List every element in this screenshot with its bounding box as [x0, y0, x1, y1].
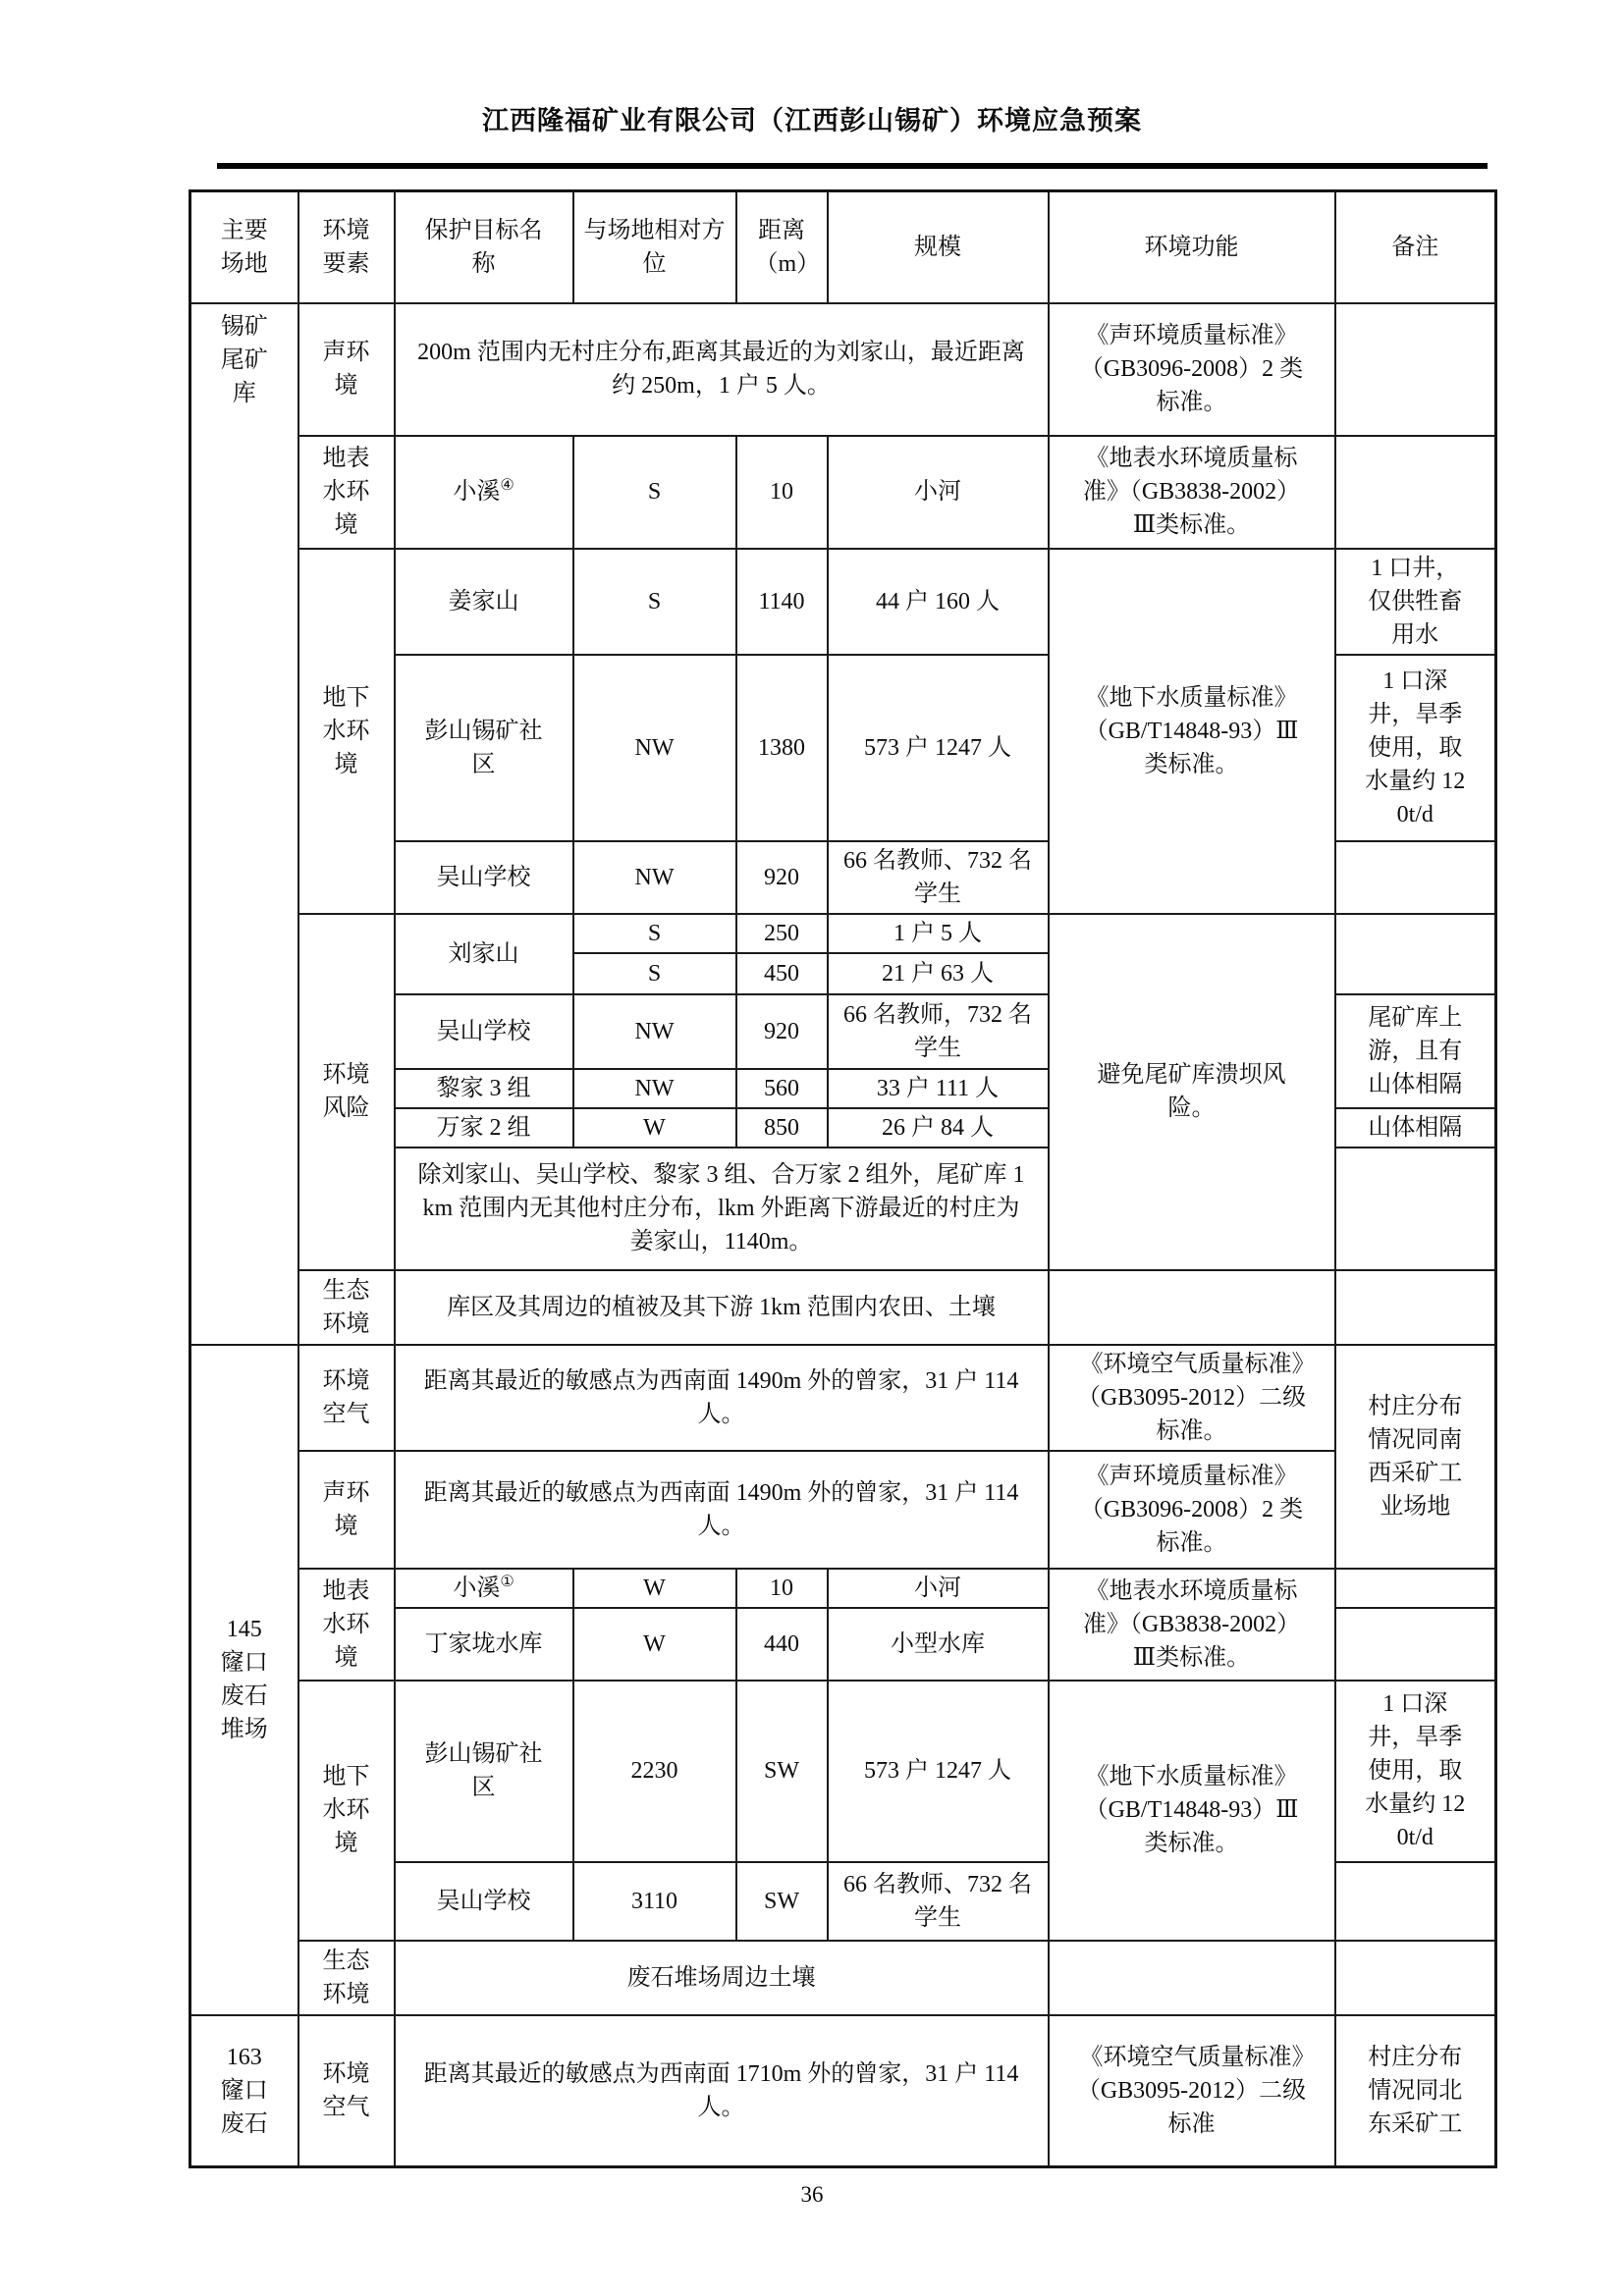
cell-s1-noise-label: 声环境 [298, 303, 395, 436]
cell-s1-eco-label: 生态环境 [298, 1270, 395, 1345]
cell-s2-surface-r0-name [395, 1569, 573, 1608]
cell-s2-air-standard: 《环境空气质量标准》（GB3095-2012）二级标准。 [1049, 1345, 1335, 1451]
cell-s3-site: 163 窿口废石 [190, 2015, 298, 2167]
cell-s2-ground-r0-remark: 1 口深井，旱季使用，取水量约 120t/d [1335, 1681, 1496, 1862]
cell-s2-noise-label: 声环境 [298, 1451, 395, 1569]
cell-s2-surface-r0-distance: 10 [736, 1569, 828, 1608]
table-row [190, 1270, 1496, 1345]
cell-s1-ground-r1-scale: 573 户 1247 人 [828, 655, 1049, 841]
cell-s1-surface-scale: 小河 [828, 436, 1049, 549]
cell-s1-surface-direction: S [573, 436, 736, 549]
cell-s1-surface-remark-empty [1335, 436, 1496, 549]
cell-s1-ground-r0-name: 姜家山 [395, 549, 573, 655]
cell-s1-risk-r3-distance: 560 [736, 1069, 828, 1108]
cell-s1-risk-r2-scale: 66 名教师，732 名学生 [828, 994, 1049, 1069]
cell-s1-ground-r0-direction: S [573, 549, 736, 655]
cell-s1-risk-r0-remark-empty [1335, 914, 1496, 994]
cell-s2-surface-r0-direction: W [573, 1569, 736, 1608]
table-row [190, 2015, 1496, 2167]
table-row [190, 549, 1496, 655]
cell-s1-surface-distance: 10 [736, 436, 828, 549]
cell-s2-ground-r1-name: 吴山学校 [395, 1862, 573, 1941]
cell-s2-ground-r0-direction: 2230 [573, 1681, 736, 1862]
cell-s2-surface-label: 地表水环境 [298, 1569, 395, 1681]
cell-s2-air-label: 环境空气 [298, 1345, 395, 1451]
cell-s1-ground-r1-direction: NW [573, 655, 736, 841]
col-header-target-name: 保护目标名称 [395, 191, 573, 303]
table-row [190, 436, 1496, 549]
cell-s2-site: 145 窿口废石堆场 [190, 1345, 298, 2015]
sensitive-targets-table [189, 189, 1497, 2168]
cell-s1-ground-label: 地下水环境 [298, 549, 395, 914]
cell-s2-noise-desc: 距离其最近的敏感点为西南面 1490m 外的曾家，31 户 114 人。 [395, 1451, 1049, 1569]
cell-s2-ground-r1-scale: 66 名教师、732 名学生 [828, 1862, 1049, 1941]
table-row [190, 1569, 1496, 1608]
cell-s1-ground-r0-remark: 1 口井，仅供牲畜用水 [1335, 549, 1496, 655]
cell-s1-ground-r0-scale: 44 户 160 人 [828, 549, 1049, 655]
cell-s1-surface-name [395, 436, 573, 549]
cell-s2-surface-r1-name: 丁家垅水库 [395, 1608, 573, 1681]
cell-s1-site: 锡矿尾矿库 [190, 303, 298, 1345]
cell-s1-ground-r2-direction: NW [573, 841, 736, 914]
cell-s1-risk-r2-direction: NW [573, 994, 736, 1069]
cell-s1-noise-desc: 200m 范围内无村庄分布,距离其最近的为刘家山，最近距离约 250m，1 户 5 人。 [395, 303, 1049, 436]
document-header-title: 江西隆福矿业有限公司（江西彭山锡矿）环境应急预案 [482, 106, 1142, 135]
cell-s1-risk-r4-scale: 26 户 84 人 [828, 1108, 1049, 1148]
cell-s2-surface-r0-scale: 小河 [828, 1569, 1049, 1608]
cell-s2-surface-r1-distance: 440 [736, 1608, 828, 1681]
stream-footnote-marker: ④ [500, 477, 514, 494]
cell-s1-risk-r3-name: 黎家 3 组 [395, 1069, 573, 1108]
cell-s3-air-label: 环境空气 [298, 2015, 395, 2167]
cell-s1-risk-note: 除刘家山、吴山学校、黎家 3 组、合万家 2 组外，尾矿库 1km 范围内无其他村庄分布，lkm 外距离下游最近的村庄为姜家山，1140m。 [395, 1148, 1049, 1270]
cell-s1-risk-r0-distance: 250 [736, 914, 828, 953]
cell-s1-risk-r3-scale: 33 户 111 人 [828, 1069, 1049, 1108]
cell-s1-noise-remark-empty [1335, 303, 1496, 436]
cell-s2-ground-r1-direction: 3110 [573, 1862, 736, 1941]
cell-s1-ground-r0-distance: 1140 [736, 549, 828, 655]
cell-s1-surface-label: 地表水环境 [298, 436, 395, 549]
cell-s1-ground-standard: 《地下水质量标准》（GB/T14848-93）Ⅲ类标准。 [1049, 549, 1335, 914]
table-row [190, 1681, 1496, 1862]
header-rule [217, 163, 1488, 169]
cell-s1-risk-r2-remark: 尾矿库上游，且有山体相隔 [1335, 994, 1496, 1108]
cell-s2-surface-r0-remark-empty [1335, 1569, 1496, 1608]
cell-s2-surface-r1-remark-empty [1335, 1608, 1496, 1681]
cell-s2-ground-r0-name: 彭山锡矿社区 [395, 1681, 573, 1862]
stream-name: 小溪 [453, 479, 501, 505]
table-row [190, 1451, 1496, 1569]
table-header-row [190, 191, 1496, 303]
cell-s2-air-remark: 村庄分布情况同南西采矿工业场地 [1335, 1345, 1496, 1569]
table-row [190, 914, 1496, 953]
cell-s1-risk-r0-name: 刘家山 [395, 914, 573, 994]
cell-s1-noise-standard: 《声环境质量标准》（GB3096-2008）2 类标准。 [1049, 303, 1335, 436]
cell-s1-eco-function-empty [1049, 1270, 1335, 1345]
cell-s1-risk-r4-distance: 850 [736, 1108, 828, 1148]
col-header-scale: 规模 [828, 191, 1049, 303]
cell-s2-ground-r0-distance: SW [736, 1681, 828, 1862]
cell-s2-eco-label: 生态环境 [298, 1941, 395, 2015]
stream-footnote-marker: ① [500, 1573, 514, 1590]
table-row [190, 303, 1496, 436]
cell-s1-ground-r2-name: 吴山学校 [395, 841, 573, 914]
cell-s2-ground-r0-scale: 573 户 1247 人 [828, 1681, 1049, 1862]
cell-s1-risk-r2-distance: 920 [736, 994, 828, 1069]
cell-s2-surface-r1-direction: W [573, 1608, 736, 1681]
cell-s1-ground-r2-remark-empty [1335, 841, 1496, 914]
cell-s1-risk-function: 避免尾矿库溃坝风险。 [1049, 914, 1335, 1270]
cell-s2-ground-r1-remark-empty [1335, 1862, 1496, 1941]
cell-s1-ground-r1-name: 彭山锡矿社区 [395, 655, 573, 841]
cell-s2-ground-label: 地下水环境 [298, 1681, 395, 1941]
col-header-direction: 与场地相对方位 [573, 191, 736, 303]
cell-s3-air-remark: 村庄分布情况同北东采矿工 [1335, 2015, 1496, 2167]
cell-s1-risk-r3-direction: NW [573, 1069, 736, 1108]
cell-s1-risk-r0-direction: S [573, 914, 736, 953]
cell-s1-ground-r1-remark: 1 口深井，旱季使用，取水量约 120t/d [1335, 655, 1496, 841]
cell-s1-risk-r4-direction: W [573, 1108, 736, 1148]
cell-s2-eco-desc: 废石堆场周边土壤 [395, 1941, 1049, 2015]
cell-s3-air-standard: 《环境空气质量标准》（GB3095-2012）二级标准 [1049, 2015, 1335, 2167]
col-header-main-site: 主要场地 [190, 191, 298, 303]
col-header-distance: 距离（m） [736, 191, 828, 303]
cell-s2-eco-remark-empty [1335, 1941, 1496, 2015]
cell-s1-surface-standard: 《地表水环境质量标准》（GB3838-2002）Ⅲ类标准。 [1049, 436, 1335, 549]
cell-s2-air-desc: 距离其最近的敏感点为西南面 1490m 外的曾家，31 户 114 人。 [395, 1345, 1049, 1451]
cell-s1-risk-r2-name: 吴山学校 [395, 994, 573, 1069]
cell-s1-eco-remark-empty [1335, 1270, 1496, 1345]
col-header-remark: 备注 [1335, 191, 1496, 303]
col-header-env-function: 环境功能 [1049, 191, 1335, 303]
cell-s2-ground-standard: 《地下水质量标准》（GB/T14848-93）Ⅲ类标准。 [1049, 1681, 1335, 1941]
page-number: 36 [800, 2182, 824, 2207]
cell-s1-ground-r2-distance: 920 [736, 841, 828, 914]
cell-s1-ground-r1-distance: 1380 [736, 655, 828, 841]
cell-s2-surface-r1-scale: 小型水库 [828, 1608, 1049, 1681]
cell-s2-eco-function-empty [1049, 1941, 1335, 2015]
cell-s1-eco-desc: 库区及其周边的植被及其下游 1km 范围内农田、土壤 [395, 1270, 1049, 1345]
cell-s1-risk-r1-direction: S [573, 953, 736, 994]
table-row [190, 1345, 1496, 1451]
cell-s1-risk-r1-scale: 21 户 63 人 [828, 953, 1049, 994]
cell-s2-noise-standard: 《声环境质量标准》（GB3096-2008）2 类标准。 [1049, 1451, 1335, 1569]
cell-s1-ground-r2-scale: 66 名教师、732 名学生 [828, 841, 1049, 914]
cell-s1-risk-r4-name: 万家 2 组 [395, 1108, 573, 1148]
cell-s3-air-desc: 距离其最近的敏感点为西南面 1710m 外的曾家，31 户 114 人。 [395, 2015, 1049, 2167]
cell-s2-surface-standard: 《地表水环境质量标准》（GB3838-2002）Ⅲ类标准。 [1049, 1569, 1335, 1681]
cell-s1-risk-r0-scale: 1 户 5 人 [828, 914, 1049, 953]
cell-s2-ground-r1-distance: SW [736, 1862, 828, 1941]
cell-s1-risk-r1-distance: 450 [736, 953, 828, 994]
cell-s1-risk-note-remark-empty [1335, 1148, 1496, 1270]
stream-name: 小溪 [453, 1575, 501, 1601]
cell-s1-risk-r4-remark: 山体相隔 [1335, 1108, 1496, 1148]
table-row [190, 1941, 1496, 2015]
col-header-env-element: 环境要素 [298, 191, 395, 303]
cell-s1-risk-label: 环境风险 [298, 914, 395, 1270]
